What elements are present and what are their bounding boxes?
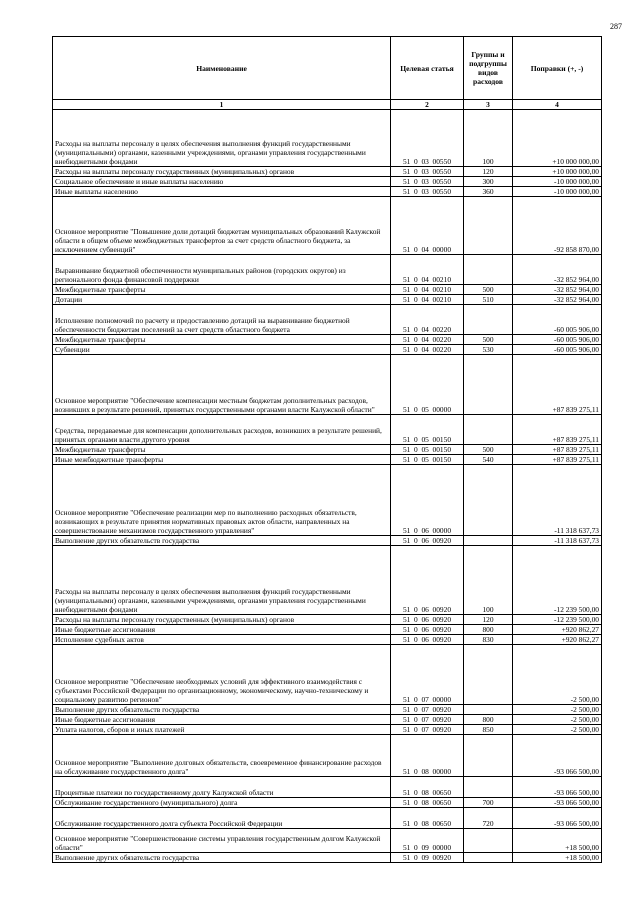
row-name: Процентные платежи по государственному долгу Калужской области xyxy=(53,777,391,798)
table-row xyxy=(53,167,602,177)
table-row xyxy=(53,255,602,285)
row-name: Расходы на выплаты персоналу государственных (муниципальных) органов xyxy=(53,615,391,625)
row-amendment-amount: -12 239 500,00 xyxy=(513,615,602,625)
row-target-article: 51 0 06 00920 xyxy=(391,635,464,645)
row-name: Иные выплаты населению xyxy=(53,187,391,197)
row-expense-group xyxy=(464,645,513,705)
column-number: 1 xyxy=(53,100,391,110)
row-name: Основное мероприятие "Повышение доли дотаций бюджетам муниципальных образований Калужской области в общем объеме межбюджетных трансфертов за счет средств областного бюджета, за исключением субвенций" xyxy=(53,197,391,255)
row-amendment-amount: -11 318 637,73 xyxy=(513,465,602,536)
row-expense-group: 800 xyxy=(464,715,513,725)
table-row xyxy=(53,335,602,345)
row-name: Основное мероприятие "Выполнение долговых обязательств, своевременное финансирование расходов на обслуживание государственного долга" xyxy=(53,735,391,777)
table-row xyxy=(53,635,602,645)
table-row xyxy=(53,110,602,167)
table-row xyxy=(53,777,602,798)
row-amendment-amount: -10 000 000,00 xyxy=(513,177,602,187)
table-row xyxy=(53,285,602,295)
table-row xyxy=(53,808,602,829)
row-name: Иные межбюджетные трансферты xyxy=(53,455,391,465)
table-row xyxy=(53,645,602,705)
row-amendment-amount: -92 858 870,00 xyxy=(513,197,602,255)
row-amendment-amount: -32 852 964,00 xyxy=(513,295,602,305)
column-number: 3 xyxy=(464,100,513,110)
row-amendment-amount: +87 839 275,11 xyxy=(513,355,602,415)
table-row xyxy=(53,465,602,536)
row-amendment-amount: -2 500,00 xyxy=(513,645,602,705)
row-name: Выполнение других обязательств государства xyxy=(53,853,391,863)
row-amendment-amount: -32 852 964,00 xyxy=(513,255,602,285)
row-expense-group xyxy=(464,829,513,853)
row-target-article: 51 0 06 00920 xyxy=(391,625,464,635)
row-expense-group xyxy=(464,777,513,798)
row-name: Исполнение судебных актов xyxy=(53,635,391,645)
row-expense-group xyxy=(464,735,513,777)
row-expense-group: 100 xyxy=(464,546,513,615)
row-expense-group: 720 xyxy=(464,808,513,829)
row-target-article: 51 0 08 00650 xyxy=(391,808,464,829)
row-target-article: 51 0 06 00920 xyxy=(391,536,464,546)
row-name: Расходы на выплаты персоналу в целях обеспечения выполнения функций государственными (муниципальными) органами, казенными учреждениями, органами управления государственными внебюджетными фондами xyxy=(53,546,391,615)
row-name: Уплата налогов, сборов и иных платежей xyxy=(53,725,391,735)
row-target-article: 51 0 03 00550 xyxy=(391,187,464,197)
row-target-article: 51 0 05 00000 xyxy=(391,355,464,415)
row-expense-group: 530 xyxy=(464,345,513,355)
row-name: Иные бюджетные ассигнования xyxy=(53,715,391,725)
row-expense-group: 120 xyxy=(464,167,513,177)
row-target-article: 51 0 05 00150 xyxy=(391,415,464,445)
row-name: Основное мероприятие "Обеспечение компенсации местным бюджетам дополнительных расходов, возникших в результате решений, принятых государственными органами власти Калужской области" xyxy=(53,355,391,415)
row-amendment-amount: +18 500,00 xyxy=(513,853,602,863)
row-amendment-amount: +87 839 275,11 xyxy=(513,415,602,445)
row-target-article: 51 0 08 00650 xyxy=(391,798,464,808)
row-amendment-amount: +87 839 275,11 xyxy=(513,445,602,455)
row-name: Основное мероприятие "Обеспечение реализации мер по выполнению расходных обязательств, возникающих в результате принятия нормативных правовых актов области, направленных на совершенствование механизмов государственного управления" xyxy=(53,465,391,536)
row-amendment-amount: +10 000 000,00 xyxy=(513,110,602,167)
column-number: 4 xyxy=(513,100,602,110)
table-row xyxy=(53,355,602,415)
row-expense-group xyxy=(464,853,513,863)
table-row xyxy=(53,725,602,735)
row-name: Дотации xyxy=(53,295,391,305)
row-expense-group: 500 xyxy=(464,285,513,295)
page-number: 287 xyxy=(610,22,622,31)
row-expense-group: 540 xyxy=(464,455,513,465)
row-name: Основное мероприятие "Совершенствование системы управления государственным долгом Калужской области" xyxy=(53,829,391,853)
table-row xyxy=(53,305,602,335)
table-row xyxy=(53,295,602,305)
row-amendment-amount: +87 839 275,11 xyxy=(513,455,602,465)
row-target-article: 51 0 03 00550 xyxy=(391,167,464,177)
row-target-article: 51 0 04 00220 xyxy=(391,345,464,355)
row-expense-group xyxy=(464,536,513,546)
row-name: Основное мероприятие "Обеспечение необходимых условий для эффективного взаимодействия с субъектами Российской Федерации по организационному, экономическому, научно-техническому и социальному развитию регионов" xyxy=(53,645,391,705)
row-target-article: 51 0 04 00220 xyxy=(391,305,464,335)
table-row xyxy=(53,187,602,197)
header-expense-groups: Группы и подгруппы видов расходов xyxy=(464,37,513,100)
row-expense-group xyxy=(464,305,513,335)
row-expense-group xyxy=(464,197,513,255)
row-target-article: 51 0 07 00920 xyxy=(391,725,464,735)
row-amendment-amount: -93 066 500,00 xyxy=(513,798,602,808)
row-target-article: 51 0 09 00000 xyxy=(391,829,464,853)
row-expense-group: 500 xyxy=(464,335,513,345)
table-row xyxy=(53,345,602,355)
table-row xyxy=(53,415,602,445)
row-expense-group: 360 xyxy=(464,187,513,197)
row-target-article: 51 0 06 00920 xyxy=(391,615,464,625)
table-row xyxy=(53,615,602,625)
row-amendment-amount: -2 500,00 xyxy=(513,725,602,735)
row-name: Средства, передаваемые для компенсации дополнительных расходов, возникших в результате решений, принятых органами власти другого уровня xyxy=(53,415,391,445)
row-expense-group xyxy=(464,705,513,715)
budget-amendments-table xyxy=(52,36,602,863)
table-header-row xyxy=(53,37,602,100)
row-amendment-amount: -60 005 906,00 xyxy=(513,345,602,355)
table-row xyxy=(53,705,602,715)
row-amendment-amount: +920 862,27 xyxy=(513,625,602,635)
table-row xyxy=(53,715,602,725)
row-name: Обслуживание государственного (муниципального) долга xyxy=(53,798,391,808)
table-row xyxy=(53,798,602,808)
row-amendment-amount: +18 500,00 xyxy=(513,829,602,853)
row-target-article: 51 0 05 00150 xyxy=(391,455,464,465)
row-expense-group: 830 xyxy=(464,635,513,645)
row-expense-group xyxy=(464,465,513,536)
row-amendment-amount: -2 500,00 xyxy=(513,705,602,715)
column-number: 2 xyxy=(391,100,464,110)
row-target-article: 51 0 04 00000 xyxy=(391,197,464,255)
row-target-article: 51 0 07 00920 xyxy=(391,705,464,715)
header-target-article: Целевая статья xyxy=(391,37,464,100)
row-amendment-amount: -60 005 906,00 xyxy=(513,335,602,345)
row-expense-group: 850 xyxy=(464,725,513,735)
row-expense-group: 800 xyxy=(464,625,513,635)
row-name: Выполнение других обязательств государства xyxy=(53,536,391,546)
table-row xyxy=(53,536,602,546)
row-name: Расходы на выплаты персоналу государственных (муниципальных) органов xyxy=(53,167,391,177)
row-amendment-amount: -93 066 500,00 xyxy=(513,808,602,829)
table-row xyxy=(53,455,602,465)
row-target-article: 51 0 08 00650 xyxy=(391,777,464,798)
table-row xyxy=(53,853,602,863)
row-target-article: 51 0 06 00920 xyxy=(391,546,464,615)
row-amendment-amount: -12 239 500,00 xyxy=(513,546,602,615)
row-expense-group: 300 xyxy=(464,177,513,187)
row-name: Социальное обеспечение и иные выплаты населению xyxy=(53,177,391,187)
row-expense-group: 700 xyxy=(464,798,513,808)
row-amendment-amount: -32 852 964,00 xyxy=(513,285,602,295)
row-name: Обслуживание государственного долга субъекта Российской Федерации xyxy=(53,808,391,829)
table-row xyxy=(53,197,602,255)
row-name: Межбюджетные трансферты xyxy=(53,285,391,295)
row-name: Исполнение полномочий по расчету и предоставлению дотаций на выравнивание бюджетной обеспеченности бюджетам поселений за счет средств областного бюджета xyxy=(53,305,391,335)
row-amendment-amount: -60 005 906,00 xyxy=(513,305,602,335)
row-expense-group: 510 xyxy=(464,295,513,305)
row-name: Субвенции xyxy=(53,345,391,355)
table-row xyxy=(53,625,602,635)
row-expense-group xyxy=(464,355,513,415)
row-target-article: 51 0 04 00220 xyxy=(391,335,464,345)
row-expense-group xyxy=(464,415,513,445)
row-name: Межбюджетные трансферты xyxy=(53,445,391,455)
row-amendment-amount: +920 862,27 xyxy=(513,635,602,645)
row-expense-group: 100 xyxy=(464,110,513,167)
row-expense-group: 120 xyxy=(464,615,513,625)
table-row xyxy=(53,445,602,455)
row-name: Иные бюджетные ассигнования xyxy=(53,625,391,635)
row-amendment-amount: -10 000 000,00 xyxy=(513,187,602,197)
row-target-article: 51 0 04 00210 xyxy=(391,255,464,285)
row-target-article: 51 0 08 00000 xyxy=(391,735,464,777)
table-row xyxy=(53,829,602,853)
row-target-article: 51 0 07 00920 xyxy=(391,715,464,725)
table-row xyxy=(53,177,602,187)
row-target-article: 51 0 03 00550 xyxy=(391,110,464,167)
row-amendment-amount: -93 066 500,00 xyxy=(513,777,602,798)
row-target-article: 51 0 05 00150 xyxy=(391,445,464,455)
row-amendment-amount: -11 318 637,73 xyxy=(513,536,602,546)
row-amendment-amount: -93 066 500,00 xyxy=(513,735,602,777)
row-target-article: 51 0 09 00920 xyxy=(391,853,464,863)
row-expense-group: 500 xyxy=(464,445,513,455)
row-name: Выравнивание бюджетной обеспеченности муниципальных районов (городских округов) из регионального фонда финансовой поддержки xyxy=(53,255,391,285)
column-number-row xyxy=(53,100,602,110)
row-name: Расходы на выплаты персоналу в целях обеспечения выполнения функций государственными (муниципальными) органами, казенными учреждениями, органами управления государственными внебюджетными фондами xyxy=(53,110,391,167)
table-row xyxy=(53,735,602,777)
header-name: Наименование xyxy=(53,37,391,100)
row-name: Выполнение других обязательств государства xyxy=(53,705,391,715)
row-name: Межбюджетные трансферты xyxy=(53,335,391,345)
row-target-article: 51 0 06 00000 xyxy=(391,465,464,536)
row-target-article: 51 0 04 00210 xyxy=(391,285,464,295)
table-row xyxy=(53,546,602,615)
row-amendment-amount: -2 500,00 xyxy=(513,715,602,725)
row-target-article: 51 0 03 00550 xyxy=(391,177,464,187)
row-target-article: 51 0 04 00210 xyxy=(391,295,464,305)
row-amendment-amount: +10 000 000,00 xyxy=(513,167,602,177)
header-amendments: Поправки (+, -) xyxy=(513,37,602,100)
row-expense-group xyxy=(464,255,513,285)
row-target-article: 51 0 07 00000 xyxy=(391,645,464,705)
